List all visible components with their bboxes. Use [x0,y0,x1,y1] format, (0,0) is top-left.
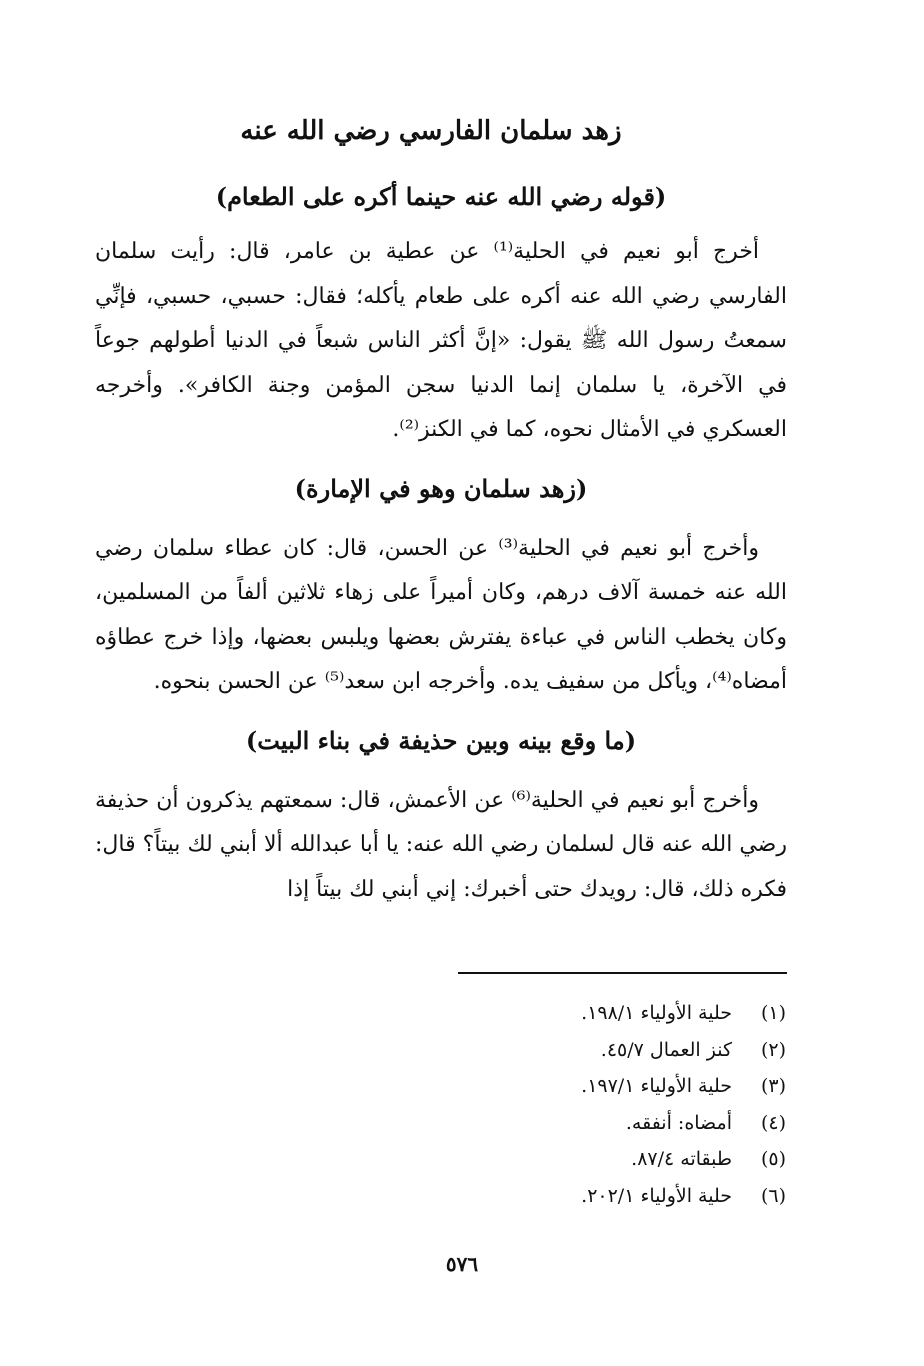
footnote-item [300,1178,786,1215]
footnote-item [300,1032,786,1069]
footnote-number: (٥) [760,1148,786,1171]
section-paragraph-2: وأخرج أبو نعيم في الحلية⁽³⁾ عن الحسن، قال: كان عطاء سلمان رضي الله عنه خمسة آلاف درهم، وكان أميراً على زهاء ثلاثين ألفاً من المسلمين، وكان يخطب الناس في عباءة يفترش بعضها ويلبس بعضها، وإذا خرج عطاؤه أمضاه⁽⁴⁾، ويأكل من سفيف يده. وأخرجه ابن سعد⁽⁵⁾ عن الحسن بنحوه. [95,535,787,694]
section-paragraph-1: أخرج أبو نعيم في الحلية⁽¹⁾ عن عطية بن عامر، قال: رأيت سلمان الفارسي رضي الله عنه أكره على طعام يأكله؛ فقال: حسبي، حسبي، فإنِّي سمعتُ رسول الله ﷺ يقول: «إنَّ أكثر الناس شبعاً في الدنيا أطولهم جوعاً في الآخرة، يا سلمان إنما الدنيا سجن المؤمن وجنة الكافر». وأخرجه العسكري في الأمثال نحوه، كما في الكنز⁽²⁾. [95,239,787,442]
page-title: زهد سلمان الفارسي رضي الله عنه [240,116,622,146]
page-body [95,108,787,912]
footnote-text: كنز العمال ٤٥/٧. [600,1038,732,1061]
footnote-divider [458,972,787,974]
footnote-item [300,995,786,1032]
footnote-text: حلية الأولياء ١٩٧/١. [581,1075,732,1098]
footnote-item [300,1141,786,1178]
footnote-text: حلية الأولياء ١٩٨/١. [581,1002,732,1025]
footnote-text: حلية الأولياء ٢٠٢/١. [581,1184,732,1207]
footnote-number: (٤) [760,1111,786,1134]
section-heading-2: (زهد سلمان وهو في الإمارة) [294,473,588,503]
footnotes-list [300,995,786,1214]
footnote-text: أمضاه: أنفقه. [625,1111,732,1134]
footnote-item [300,1068,786,1105]
section-paragraph-3: وأخرج أبو نعيم في الحلية⁽⁶⁾ عن الأعمش، قال: سمعتهم يذكرون أن حذيفة رضي الله عنه قال لسلمان رضي الله عنه: يا أبا عبدالله ألا أبني لك بيتاً؟ قال: فكره ذلك، قال: رويدك حتى أخبرك: إني أبني لك بيتاً إذا [95,787,787,902]
footnote-number: (٣) [760,1075,786,1098]
footnote-text: طبقاته ٨٧/٤. [631,1148,732,1171]
footnote-number: (١) [760,1002,786,1025]
footnote-number: (٦) [760,1184,786,1207]
footnote-item [300,1105,786,1142]
page-number: ٥٧٦ [445,1252,479,1276]
footnote-number: (٢) [760,1038,786,1061]
section-heading-3: (ما وقع بينه وبين حذيفة في بناء البيت) [245,725,637,755]
section-heading-1: (قوله رضي الله عنه حينما أكره على الطعام) [215,182,667,211]
